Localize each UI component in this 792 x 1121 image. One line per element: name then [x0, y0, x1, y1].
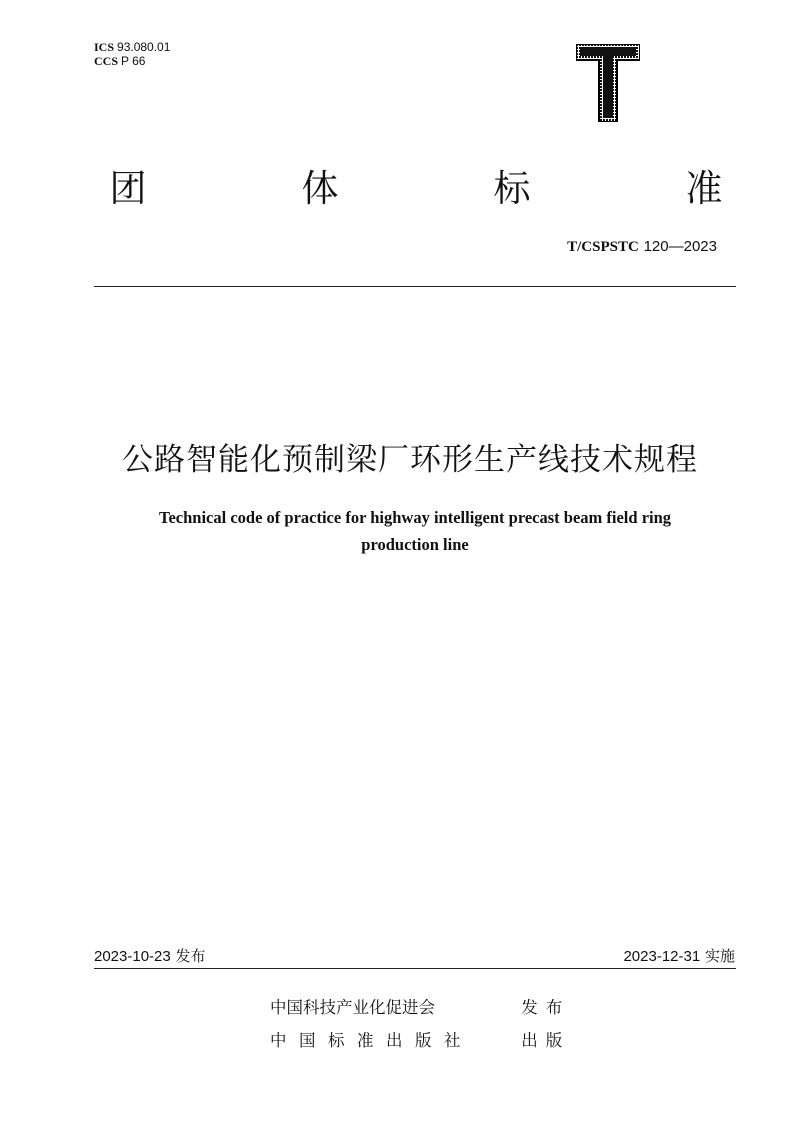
ccs-code: P 66	[121, 54, 146, 68]
printer-line	[270, 1027, 570, 1051]
standard-type-char-1: 团	[109, 167, 147, 210]
english-title-line-1: Technical code of practice for highway intelligent precast beam field ring	[158, 508, 672, 527]
issue-date	[94, 945, 206, 966]
issuer-line	[270, 994, 570, 1018]
issuer-role: 发布	[521, 998, 571, 1017]
issue-date-value: 2023-10-23	[94, 948, 171, 965]
standard-type-char-4: 准	[685, 167, 723, 210]
implementation-date-value: 2023-12-31	[623, 948, 701, 965]
group-standard-t-logo	[576, 44, 640, 122]
t-logo-icon	[576, 44, 640, 122]
standard-code-prefix: T/CSPSTC	[567, 239, 639, 255]
classification-codes	[94, 40, 170, 68]
standard-type-char-3: 标	[493, 167, 531, 210]
implementation-date-label: 实施	[704, 947, 735, 965]
standard-type-char-2: 体	[301, 167, 339, 210]
issue-date-label: 发布	[175, 947, 206, 965]
ccs-label: CCS	[94, 54, 119, 68]
standard-code	[567, 237, 717, 256]
document-title-english	[110, 504, 720, 558]
english-title-line-2: production line	[361, 535, 469, 554]
standard-code-number: 120—2023	[643, 238, 717, 255]
ics-code: 93.080.01	[117, 40, 171, 54]
bottom-divider	[94, 968, 736, 969]
ics-label: ICS	[94, 40, 115, 54]
ccs-line	[94, 54, 170, 68]
printer-name: 中国标准出版社	[270, 1031, 473, 1050]
issuer-name: 中国科技产业化促进会	[270, 998, 435, 1017]
implementation-date	[623, 945, 735, 966]
document-title-chinese: 公路智能化预制梁厂环形生产线技术规程	[122, 442, 698, 478]
ics-line	[94, 40, 170, 54]
top-divider	[94, 286, 736, 287]
printer-role: 出版	[521, 1031, 571, 1050]
standard-type-heading	[0, 158, 792, 208]
